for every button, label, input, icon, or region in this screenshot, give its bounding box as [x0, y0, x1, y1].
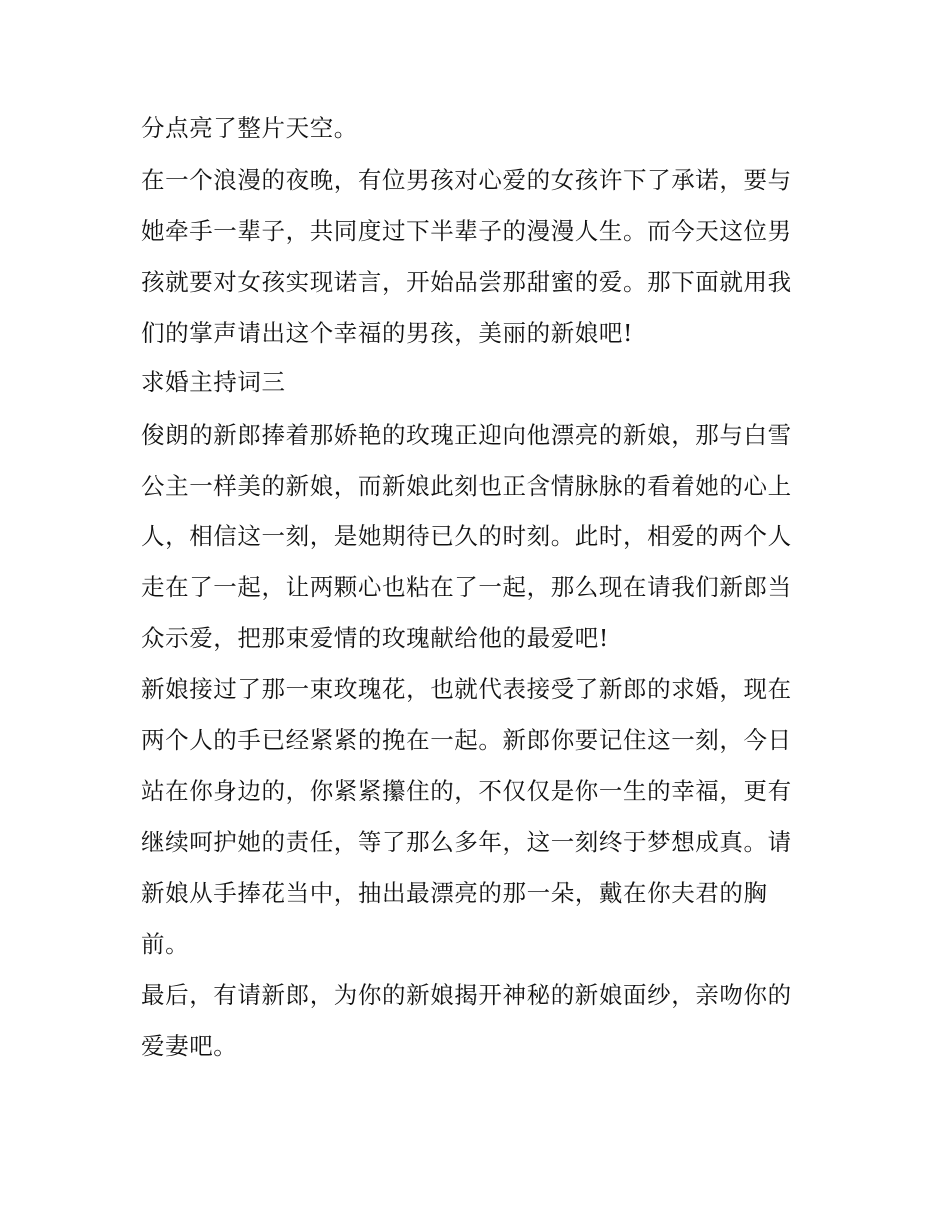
text-line: 最后，有请新郎，为你的新娘揭开神秘的新娘面纱，亲吻你的	[141, 981, 792, 1009]
text-line: 继续呵护她的责任，等了那么多年，这一刻终于梦想成真。请	[141, 828, 792, 856]
text-line: 两个人的手已经紧紧的挽在一起。新郎你要记住这一刻，今日	[141, 726, 792, 754]
text-line: 走在了一起，让两颗心也粘在了一起，那么现在请我们新郎当	[141, 573, 792, 601]
text-line: 新娘接过了那一束玫瑰花，也就代表接受了新郎的求婚，现在	[141, 675, 792, 703]
text-line: 人，相信这一刻，是她期待已久的时刻。此时，相爱的两个人	[141, 522, 792, 550]
text-line: 前。	[141, 930, 190, 958]
text-line: 新娘从手捧花当中，抽出最漂亮的那一朵，戴在你夫君的胸	[141, 879, 768, 907]
section-heading: 求婚主持词三	[141, 368, 286, 396]
text-line: 她牵手一辈子，共同度过下半辈子的漫漫人生。而今天这位男	[141, 217, 792, 245]
text-line: 们的掌声请出这个幸福的男孩，美丽的新娘吧!	[141, 319, 634, 347]
text-line: 分点亮了整片天空。	[141, 114, 358, 142]
text-line: 孩就要对女孩实现诺言，开始品尝那甜蜜的爱。那下面就用我	[141, 268, 792, 296]
text-line: 公主一样美的新娘，而新娘此刻也正含情脉脉的看着她的心上	[141, 472, 792, 500]
text-line: 在一个浪漫的夜晚，有位男孩对心爱的女孩许下了承诺，要与	[141, 166, 792, 194]
text-line: 众示爱，把那束爱情的玫瑰献给他的最爱吧!	[141, 624, 609, 652]
text-line: 站在你身边的，你紧紧攥住的，不仅仅是你一生的幸福，更有	[141, 777, 792, 805]
text-line: 俊朗的新郎捧着那娇艳的玫瑰正迎向他漂亮的新娘，那与白雪	[141, 421, 792, 449]
text-line: 爱妻吧。	[141, 1032, 238, 1060]
